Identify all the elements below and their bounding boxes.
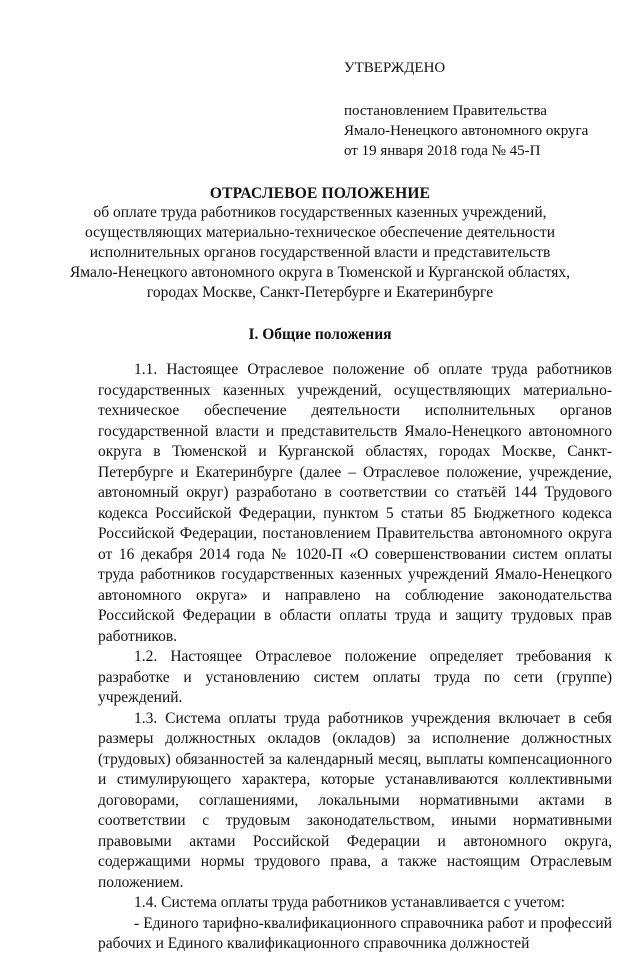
section-heading: I. Общие положения: [248, 326, 392, 343]
approval-line-1: постановлением Правительства: [344, 103, 547, 119]
approval-line-2: Ямало-Ненецкого автономного округа: [344, 123, 589, 139]
list-item-1: - Единого тарифно-квалификационного справочника работ и профессий рабочих и Единого квалификационного справочника должностей: [98, 914, 612, 952]
title-line-3: исполнительных органов государственной власти и представительств: [89, 244, 551, 261]
approval-stamp: УТВЕРЖДЕНО: [344, 60, 446, 76]
paragraph-1-3: 1.3. Система оплаты труда работников учреждения включает в себя размеры должностных окладов (окладов) за исполнение должностных (трудовых) обязанностей за календарный месяц, выплаты компенсационного и стимулирующего характера, которые устанавливаются коллективными договорами, соглашениями, локальными нормативными актами в соответствии с трудовым законодательством, иными нормативными правовыми актами Российской Федерации и автономного округа, содержащими нормы трудового права, а также настоящим Отраслевым положением.: [98, 709, 612, 891]
title-line-2: осуществляющих материально-техническое обеспечение деятельности: [84, 224, 556, 241]
document-title-heading: ОТРАСЛЕВОЕ ПОЛОЖЕНИЕ: [209, 185, 431, 202]
approval-line-3: от 19 января 2018 года № 45-П: [344, 143, 541, 159]
title-line-5: городах Москве, Санкт-Петербурге и Екатеринбурге: [146, 284, 494, 301]
document-body: [98, 360, 612, 955]
paragraph-1-4: 1.4. Система оплаты труда работников устанавливается с учетом:: [134, 894, 565, 911]
paragraph-1-1: 1.1. Настоящее Отраслевое положение об оплате труда работников государственных казенных учреждений, осуществляющих материально-техническое обеспечение деятельности исполнительных органов государственной власти и представительств Ямало-Ненецкого автономного округа в Тюменской и Курганской областях, городах Москве, Санкт-Петербурге и Екатеринбурге (далее – Отраслевое положение, учреждение, автономный округ) разработано в соответствии со статьёй 144 Трудового кодекса Российской Федерации, пунктом 5 статьи 85 Бюджетного кодекса Российской Федерации, постановлением Правительства автономного округа от 16 декабря 2014 года № 1020-П «О совершенствовании систем оплаты труда работников государственных казенных учреждений Ямало-Ненецкого автономного округа» и направлено на соблюдение законодательства Российской Федерации в области оплаты труда и защиту трудовых прав работников.: [98, 361, 612, 645]
title-line-4: Ямало-Ненецкого автономного округа в Тюменской и Курганской областях,: [69, 264, 571, 281]
title-line-1: об оплате труда работников государственных казенных учреждений,: [93, 204, 547, 221]
paragraph-1-2: 1.2. Настоящее Отраслевое положение определяет требования к разработке и установлению систем оплаты труда по сети (группе) учреждений.: [98, 648, 612, 706]
document-title: [0, 184, 640, 205]
